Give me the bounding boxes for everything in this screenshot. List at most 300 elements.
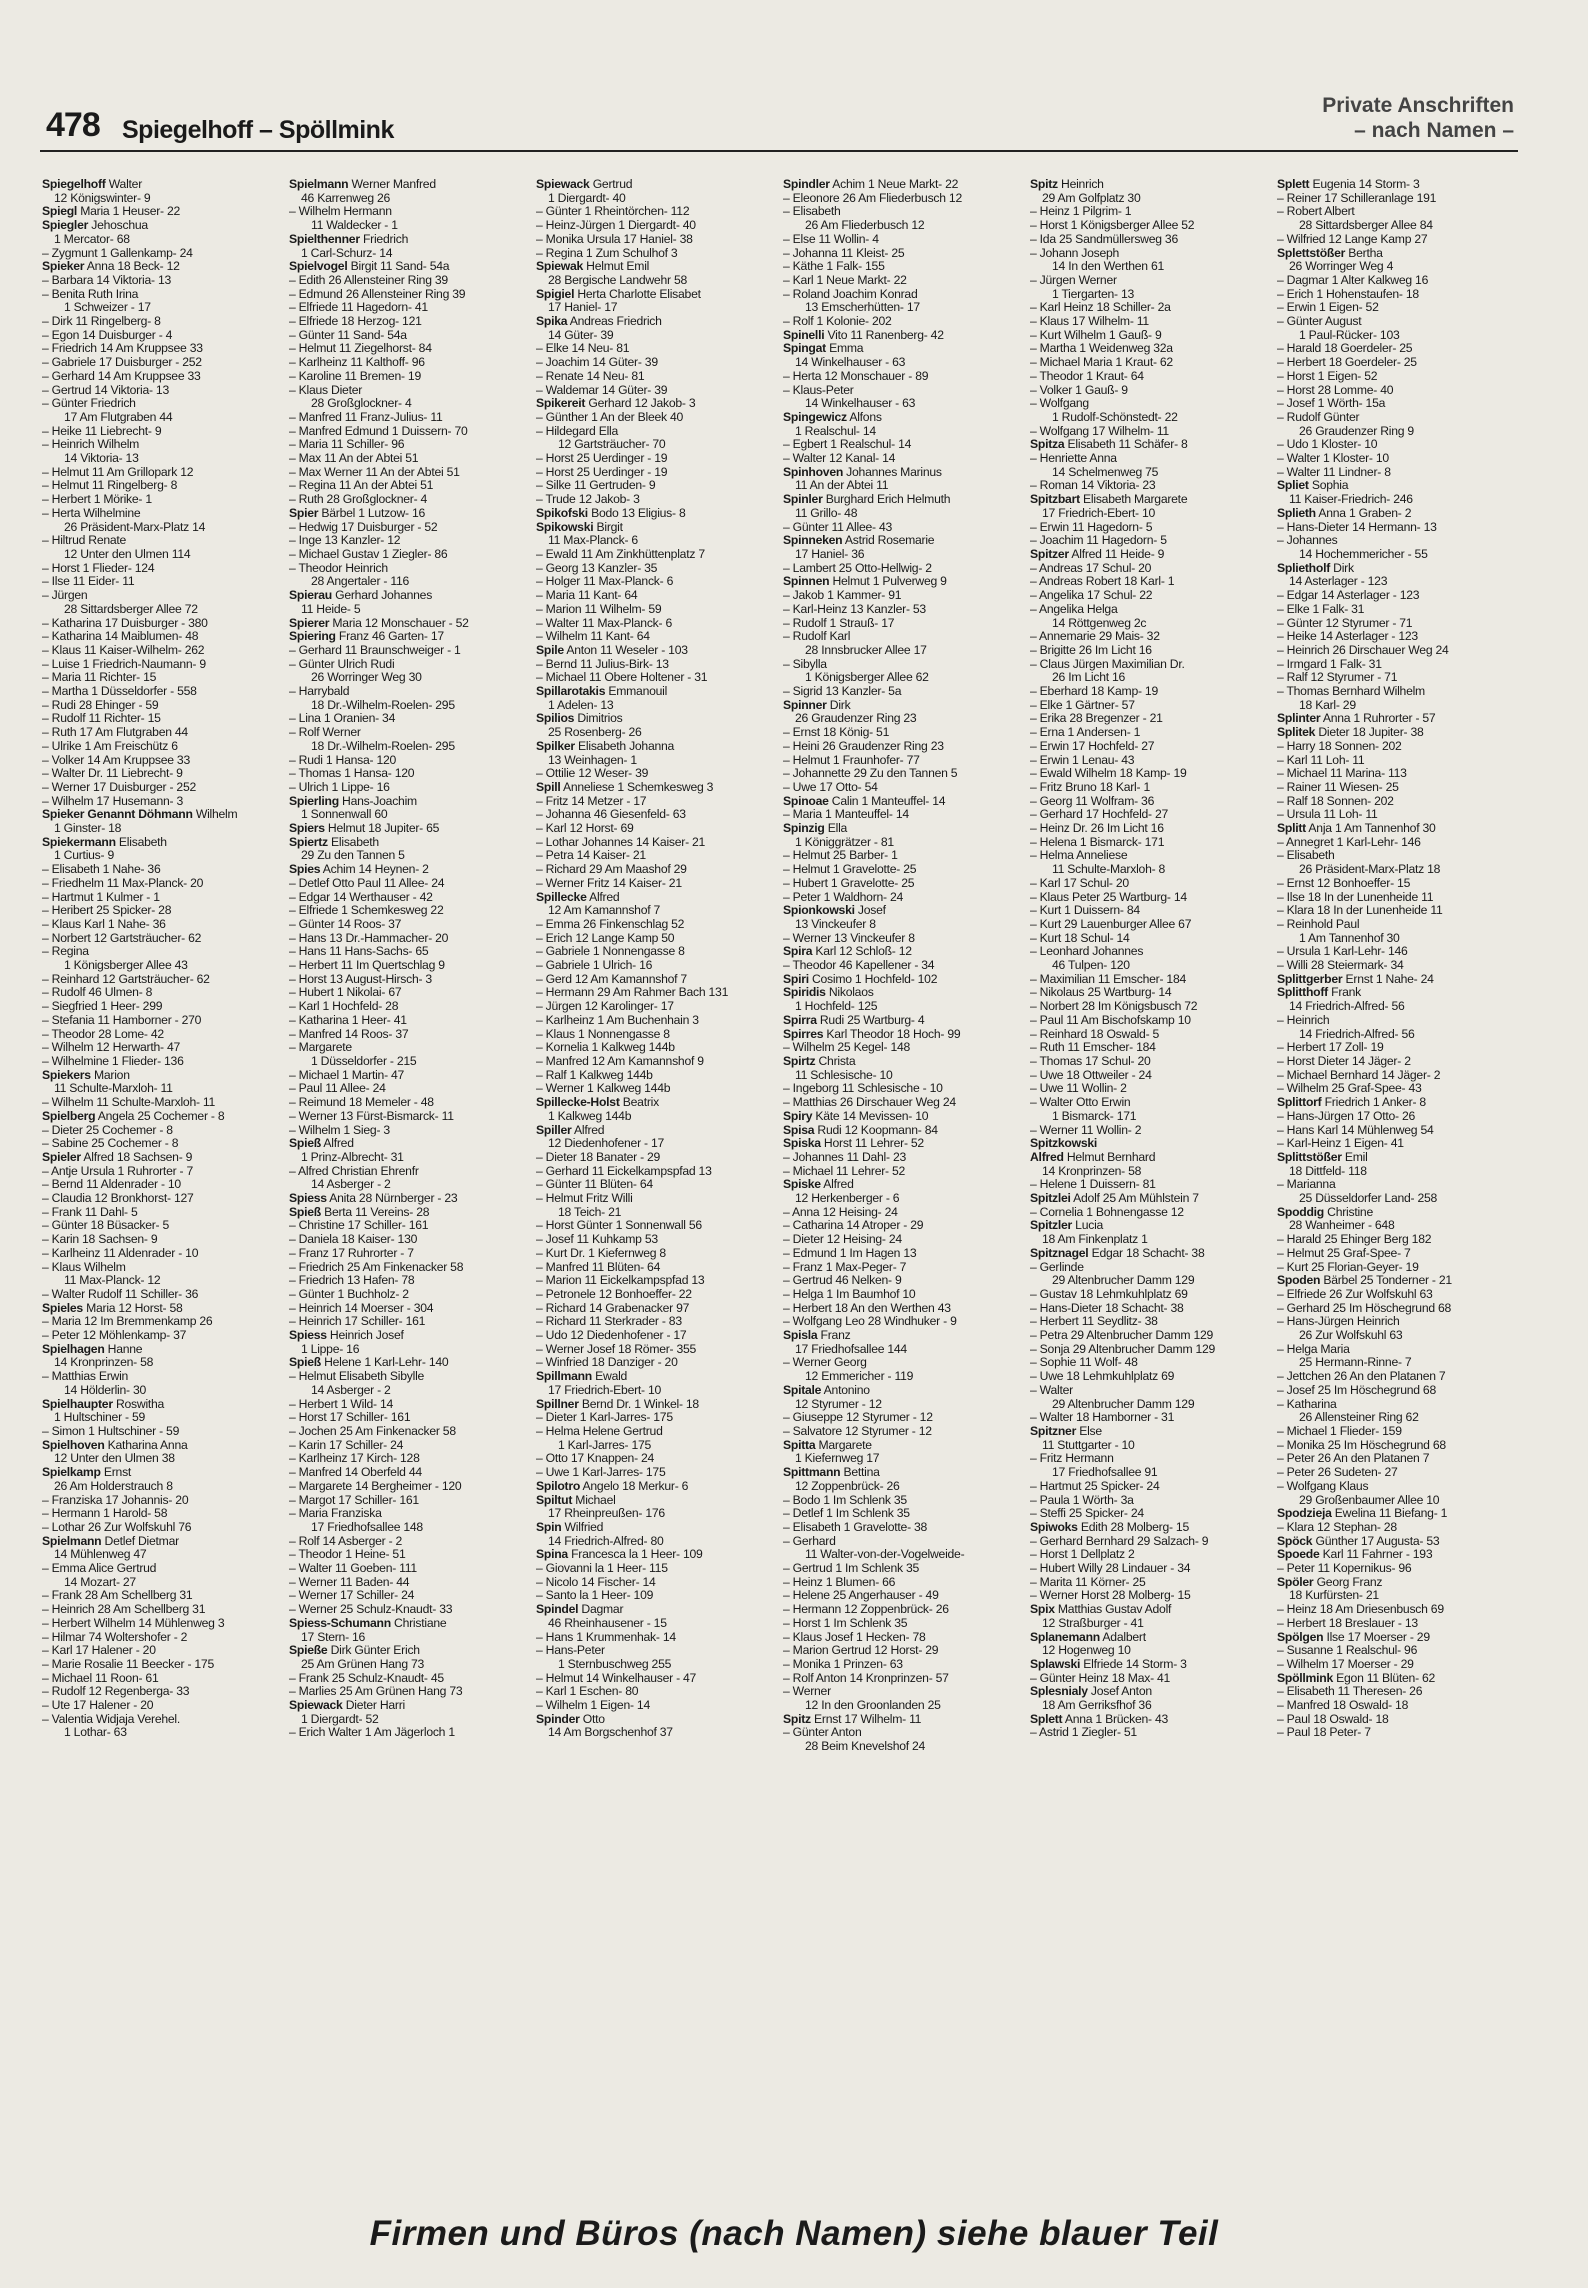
- listing-entry: 14 Winkelhauser - 63: [795, 356, 906, 370]
- listing-entry: – Walter 1 Kloster- 10: [1277, 452, 1389, 466]
- listing-entry: – Elfriede 26 Zur Wolfskuhl 63: [1277, 1287, 1433, 1301]
- listing-entry: – Andreas Robert 18 Karl- 1: [1030, 575, 1175, 589]
- listing-entry: 14 Hochemmericher - 55: [1299, 547, 1428, 561]
- listing-entry: Spirtz Christa: [783, 1055, 856, 1068]
- listing-entry: – Zygmunt 1 Gallenkamp- 24: [42, 246, 193, 260]
- listing-entry: – Elisabeth 11 Theresen- 26: [1277, 1685, 1423, 1699]
- listing-entry: 26 Zur Wolfskuhl 63: [1299, 1329, 1403, 1343]
- listing-entry: 1 Rudolf-Schönstedt- 22: [1052, 410, 1178, 424]
- listing-entry: 14 Mozart- 27: [64, 1575, 136, 1589]
- listing-entry: – Jochen 25 Am Finkenacker 58: [289, 1424, 456, 1438]
- listing-entry: 46 Tulpen- 120: [1052, 959, 1130, 973]
- listing-entry: – Manfred 14 Roos- 37: [289, 1027, 409, 1041]
- listing-entry: – Johanna 11 Kleist- 25: [783, 246, 905, 260]
- listing-entry: – Johann Joseph: [1030, 246, 1120, 260]
- listing-entry: – Sigrid 13 Kanzler- 5a: [783, 685, 902, 699]
- listing-entry: 18 Karl- 29: [1299, 698, 1356, 712]
- listing-entry: – Daniela 18 Kaiser- 130: [289, 1233, 418, 1247]
- listing-entry: – Katharina: [1277, 1397, 1337, 1411]
- listing-entry: 11 Max-Planck- 6: [548, 534, 638, 548]
- listing-entry: – Karlheinz 11 Kalthoff- 96: [289, 356, 425, 370]
- listing-entry: – Herbert 17 Zoll- 19: [1277, 1041, 1384, 1055]
- listing-entry: – Catharina 14 Atroper - 29: [783, 1219, 924, 1233]
- listing-entry: – Karl Heinz 18 Schiller- 2a: [1030, 301, 1171, 315]
- listing-entry: – Helmut Fritz Willi: [536, 1192, 633, 1206]
- listing-entry: Splanemann Adalbert: [1030, 1630, 1146, 1644]
- listing-entry: – Gabriele 1 Ulrich- 16: [536, 959, 653, 973]
- listing-entry: – Emma Alice Gertrud: [42, 1562, 157, 1576]
- listing-entry: – Hans-Dieter 18 Schacht- 38: [1030, 1301, 1184, 1315]
- listing-entry: 13 Weinhagen- 1: [548, 753, 637, 767]
- listing-entry: – Jürgen: [42, 589, 88, 603]
- listing-entry: 46 Rheinhausener - 15: [548, 1616, 667, 1630]
- listing-entry: – Herbert 1 Wild- 14: [289, 1397, 394, 1411]
- listing-entry: – Wilhelm 17 Moerser - 29: [1277, 1657, 1414, 1671]
- listing-entry: – Giuseppe 12 Styrumer - 12: [783, 1411, 933, 1425]
- listing-entry: – Bodo 1 Im Schlenk 35: [783, 1493, 907, 1507]
- listing-entry: Spiwoks Edith 28 Molberg- 15: [1030, 1520, 1189, 1534]
- listing-entry: Spierer Maria 12 Monschauer - 52: [289, 616, 469, 630]
- listing-entry: 25 Am Grünen Hang 73: [301, 1657, 425, 1671]
- listing-entry: Spinner Dirk: [783, 698, 851, 712]
- listing-entry: – Paul 11 Am Bischofskamp 10: [1030, 1013, 1191, 1027]
- listing-entry: Spillecke-Holst Beatrix: [536, 1096, 659, 1110]
- listing-entry: – Peter 26 An den Platanen 7: [1277, 1452, 1430, 1466]
- listing-entry: 28 Sittardsberger Allee 72: [64, 602, 198, 616]
- listing-entry: 1 Königsberger Allee 43: [64, 959, 188, 973]
- listing-entry: Spindler Achim 1 Neue Markt- 22: [783, 178, 959, 191]
- listing-entry: 13 Vinckeufer 8: [795, 917, 876, 931]
- listing-entry: – Barbara 14 Viktoria- 13: [42, 273, 172, 287]
- listing-entry: – Walter Rudolf 11 Schiller- 36: [42, 1287, 199, 1301]
- listing-entry: – Lambert 25 Otto-Hellwig- 2: [783, 561, 932, 575]
- listing-entry: 11 Max-Planck- 12: [64, 1274, 161, 1288]
- listing-entry: – Klaus Wilhelm: [42, 1260, 126, 1274]
- listing-entry: – Gerhard 17 Hochfeld- 27: [1030, 808, 1169, 822]
- listing-entry: – Kornelia 1 Kalkweg 144b: [536, 1041, 675, 1055]
- listing-entry: – Peter 1 Waldhorn- 24: [783, 890, 904, 904]
- listing-entry: – Ewald 11 Am Zinkhüttenplatz 7: [536, 547, 705, 561]
- listing-entry: – Hans 1 Krummenhak- 14: [536, 1630, 676, 1644]
- listing-entry: – Hans 11 Hans-Sachs- 65: [289, 945, 429, 959]
- listing-entry: 1 Prinz-Albrecht- 31: [301, 1150, 404, 1164]
- listing-entry: – Helena 1 Bismarck- 171: [1030, 835, 1165, 849]
- listing-entry: – Richard 11 Sterkrader - 83: [536, 1315, 682, 1329]
- listing-entry: Splitt Anja 1 Am Tannenhof 30: [1277, 822, 1436, 836]
- listing-entry: – Rolf Werner: [289, 726, 361, 740]
- listing-entry: – Klara 12 Stephan- 28: [1277, 1520, 1397, 1534]
- listing-entry: – Sabine 25 Cochemer - 8: [42, 1137, 179, 1151]
- listing-entry: – Josef 1 Wörth- 15a: [1277, 397, 1386, 411]
- listing-entry: 12 Unter den Ulmen 38: [54, 1452, 175, 1466]
- listing-entry: – Maria 11 Richter- 15: [42, 671, 157, 685]
- listing-entry: – Elisabeth: [783, 205, 841, 219]
- listing-entry: 29 Am Golfplatz 30: [1042, 191, 1141, 205]
- listing-entry: Splittgerber Ernst 1 Nahe- 24: [1277, 972, 1434, 986]
- listing-entry: – Jürgen 12 Karolinger- 17: [536, 1000, 674, 1014]
- listing-entry: Spirres Karl Theodor 18 Hoch- 99: [783, 1027, 961, 1041]
- listing-entry: – Klaus 1 Nonnengasse 8: [536, 1027, 670, 1041]
- listing-entry: 28 Angertaler - 116: [311, 575, 410, 589]
- listing-entry: – Manfred 12 Am Kamannshof 9: [536, 1055, 704, 1068]
- listing-entry: 1 Adelen- 13: [548, 698, 614, 712]
- listing-entry: Splittorf Friedrich 1 Anker- 8: [1277, 1096, 1426, 1110]
- listing-entry: – Cornelia 1 Bohnengasse 12: [1030, 1205, 1184, 1219]
- listing-entry: – Michael Gustav 1 Ziegler- 86: [289, 547, 448, 561]
- listing-entry: – Max Werner 11 An der Abtei 51: [289, 465, 460, 479]
- listing-entry: – Klara 18 In der Lunenheide 11: [1277, 904, 1443, 918]
- listing-entry: Spliet Sophia: [1277, 479, 1349, 493]
- listing-entry: – Siegfried 1 Heer- 299: [42, 1000, 163, 1014]
- listing-entry: – Käthe 1 Falk- 155: [783, 260, 885, 274]
- listing-entry: – Gustav 18 Lehmkuhlplatz 69: [1030, 1287, 1188, 1301]
- listing-entry: – Günter 1 Buchholz- 2: [289, 1287, 409, 1301]
- listing-entry: – Herbert Wilhelm 14 Mühlenweg 3: [42, 1616, 225, 1630]
- listing-entry: – Wilhelm 1 Sieg- 3: [289, 1123, 390, 1137]
- listing-entry: 1 Diergardt- 52: [301, 1712, 379, 1726]
- listing-entry: – Werner Fritz 14 Kaiser- 21: [536, 876, 682, 890]
- listing-entry: – Marianna: [1277, 1178, 1336, 1192]
- listing-entry: – Wolfgang 17 Wilhelm- 11: [1030, 424, 1169, 438]
- listing-entry: – Herta Wilhelmine: [42, 506, 141, 520]
- listing-entry: Spiewack Dieter Harri: [289, 1699, 405, 1713]
- listing-column-2: [289, 178, 527, 2168]
- listing-entry: 1 Am Tannenhof 30: [1299, 931, 1400, 945]
- listing-entry: Splettstößer Bertha: [1277, 246, 1383, 260]
- listing-entry: Spingewicz Alfons: [783, 410, 882, 424]
- listing-entry: – Karl 1 Eschen- 80: [536, 1685, 639, 1699]
- listing-entry: – Heike 14 Asterlager - 123: [1277, 630, 1418, 644]
- listing-entry: – Salvatore 12 Styrumer - 12: [783, 1424, 932, 1438]
- listing-entry: – Ernst 12 Bonhoeffer- 15: [1277, 876, 1411, 890]
- listing-entry: – Reimund 18 Memeler - 48: [289, 1096, 434, 1110]
- listing-entry: – Monika 1 Prinzen- 63: [783, 1657, 903, 1671]
- listing-entry: – Helmut 11 Am Grillopark 12: [42, 465, 194, 479]
- listing-entry: – Günter Anton: [783, 1726, 862, 1740]
- listing-entry: – Christine 17 Schiller- 161: [289, 1219, 429, 1233]
- listing-entry: – Gertrud 46 Nelken- 9: [783, 1274, 902, 1288]
- listing-entry: – Klaus-Peter: [783, 383, 854, 397]
- listing-entry: – Herbert 1 Mörike- 1: [42, 493, 152, 507]
- listing-entry: – Helma Anneliese: [1030, 849, 1128, 863]
- listing-entry: – Wilhelmine 1 Flieder- 136: [42, 1055, 184, 1068]
- listing-entry: – Ursula 1 Karl-Lehr- 146: [1277, 945, 1408, 959]
- listing-entry: 12 Zoppenbrück- 26: [795, 1479, 900, 1493]
- listing-entry: – Angelika 17 Schul- 22: [1030, 589, 1153, 603]
- listing-entry: – Sibylla: [783, 657, 827, 671]
- listing-entry: – Joachim 11 Hagedorn- 5: [1030, 534, 1167, 548]
- listing-entry: Spiller Alfred: [536, 1123, 605, 1137]
- listing-entry: – Karlheinz 11 Aldenrader - 10: [42, 1246, 199, 1260]
- listing-entry: – Heinrich Wilhelm: [42, 438, 140, 452]
- listing-entry: – Hildegard Ella: [536, 424, 619, 438]
- listing-entry: – Gerlinde: [1030, 1260, 1084, 1274]
- listing-entry: – Michael 11 Lehrer- 52: [783, 1164, 906, 1178]
- listing-entry: 26 Präsident-Marx-Platz 14: [64, 520, 206, 534]
- listing-entry: – Werner 25 Schulz-Knaudt- 33: [289, 1603, 453, 1617]
- listing-entry: 26 Am Fliederbusch 12: [805, 219, 925, 233]
- listing-entry: Spira Karl 12 Schloß- 12: [783, 945, 912, 959]
- listing-entry: – Johannes 11 Dahl- 23: [783, 1150, 907, 1164]
- listing-entry: 12 In den Groonlanden 25: [805, 1699, 941, 1713]
- listing-entry: 26 Worringer Weg 4: [1289, 260, 1394, 274]
- listing-entry: – Friedhelm 11 Max-Planck- 20: [42, 876, 204, 890]
- listing-entry: 17 Friedrich-Ebert- 10: [548, 1383, 662, 1397]
- listing-entry: – Volker 1 Gauß- 9: [1030, 383, 1128, 397]
- listing-entry: 17 Friedhofsallee 144: [795, 1342, 907, 1356]
- listing-entry: – Hans-Jürgen 17 Otto- 26: [1277, 1109, 1416, 1123]
- listing-entry: – Hubert Willy 28 Lindauer - 34: [1030, 1562, 1191, 1576]
- listing-entry: – Roman 14 Viktoria- 23: [1030, 479, 1156, 493]
- listing-entry: – Karl 11 Loh- 11: [1277, 753, 1365, 767]
- listing-entry: Spigiel Herta Charlotte Elisabet: [536, 287, 701, 301]
- listing-entry: – Fritz 14 Metzer - 17: [536, 794, 647, 808]
- listing-entry: – Annegret 1 Karl-Lehr- 146: [1277, 835, 1421, 849]
- listing-entry: – Petra 29 Altenbrucher Damm 129: [1030, 1329, 1214, 1343]
- listing-entry: 18 Am Finkenplatz 1: [1042, 1233, 1148, 1247]
- listing-entry: – Michael 1 Martin- 47: [289, 1068, 405, 1082]
- listing-entry: – Hans 13 Dr.-Hammacher- 20: [289, 931, 449, 945]
- listing-entry: 12 Styrumer - 12: [795, 1397, 882, 1411]
- listing-entry: 11 Schulte-Marxloh- 11: [54, 1082, 173, 1096]
- listing-entry: – Michael 11 Obere Holtener - 31: [536, 671, 708, 685]
- listing-entry: – Regina: [42, 945, 89, 959]
- listing-entry: Spillmann Ewald: [536, 1370, 628, 1384]
- listing-entry: – Dirk 11 Ringelberg- 8: [42, 315, 161, 329]
- listing-entry: – Dagmar 1 Alter Kalkweg 16: [1277, 273, 1429, 287]
- listing-entry: – Nikolaus 25 Wartburg- 14: [1030, 986, 1172, 1000]
- listing-entry: 28 Großglockner- 4: [311, 397, 412, 411]
- listing-entry: 14 Winkelhauser - 63: [805, 397, 916, 411]
- listing-entry: – Herta 12 Monschauer - 89: [783, 369, 929, 383]
- listing-entry: – Horst 1 Eigen- 52: [1277, 369, 1378, 383]
- listing-entry: 28 Bergische Landwehr 58: [548, 273, 687, 287]
- listing-entry: 1 Bismarck- 171: [1052, 1109, 1137, 1123]
- listing-entry: – Walter: [1030, 1383, 1073, 1397]
- listing-entry: – Hedwig 17 Duisburger - 52: [289, 520, 438, 534]
- listing-entry: – Karl-Heinz 1 Eigen- 41: [1277, 1137, 1404, 1151]
- listing-entry: Spill Anneliese 1 Schemkesweg 3: [536, 780, 714, 794]
- section-title: Private Anschriften: [1322, 94, 1514, 117]
- listing-entry: Spilotro Angelo 18 Merkur- 6: [536, 1479, 689, 1493]
- listing-entry: 11 Heide- 5: [301, 602, 361, 616]
- listing-entry: – Peter 11 Kopernikus- 96: [1277, 1562, 1412, 1576]
- listing-entry: 14 Friedrich-Alfred- 56: [1289, 1000, 1405, 1014]
- listing-entry: – Herbert 18 Goerdeler- 25: [1277, 356, 1417, 370]
- listing-entry: – Theodor Heinrich: [289, 561, 388, 575]
- listing-entry: – Monika 25 Im Höschegrund 68: [1277, 1438, 1446, 1452]
- listing-entry: 14 Hölderlin- 30: [64, 1383, 147, 1397]
- listing-entry: Splesnialy Josef Anton: [1030, 1685, 1152, 1699]
- listing-entry: Spinler Burghard Erich Helmuth: [783, 493, 951, 507]
- listing-entry: – Walter 11 Lindner- 8: [1277, 465, 1391, 479]
- listing-entry: – Günter 1 Rheintörchen- 112: [536, 205, 690, 219]
- listing-entry: – Elke 1 Falk- 31: [1277, 602, 1365, 616]
- listing-entry: – Friedrich 14 Am Kruppsee 33: [42, 342, 203, 356]
- listing-entry: Spiska Horst 11 Lehrer- 52: [783, 1137, 924, 1151]
- listing-entry: – Rudolf Karl: [783, 630, 851, 644]
- listing-entry: – Hermann 29 Am Rahmer Bach 131: [536, 986, 729, 1000]
- listing-entry: – Rolf 1 Kolonie- 202: [783, 315, 892, 329]
- listing-entry: – Heinrich 28 Am Schellberg 31: [42, 1603, 206, 1617]
- listing-entry: – Waldemar 14 Güter- 39: [536, 383, 668, 397]
- listing-entry: – Erich Walter 1 Am Jägerloch 1: [289, 1726, 455, 1740]
- listing-entry: Spöllmink Egon 11 Blüten- 62: [1277, 1671, 1436, 1685]
- listing-entry: – Wilhelm 11 Schulte-Marxloh- 11: [42, 1096, 216, 1110]
- listing-entry: – Günter 12 Styrumer - 71: [1277, 616, 1413, 630]
- listing-entry: – Werner: [783, 1685, 831, 1699]
- listing-entry: Splawski Elfriede 14 Storm- 3: [1030, 1657, 1187, 1671]
- listing-entry: – Horst 1 Dellplatz 2: [1030, 1548, 1135, 1562]
- listing-entry: 12 Unter den Ulmen 114: [64, 547, 191, 561]
- listing-entry: – Detlef 1 Im Schlenk 35: [783, 1507, 910, 1521]
- listing-entry: – Werner 1 Kalkweg 144b: [536, 1082, 671, 1096]
- listing-entry: – Marita 11 Körner- 25: [1030, 1575, 1146, 1589]
- listing-entry: – Ulrike 1 Am Freischütz 6: [42, 739, 178, 753]
- listing-entry: – Elke 1 Gärtner- 57: [1030, 698, 1135, 712]
- listing-entry: Spiekermann Elisabeth: [42, 835, 167, 849]
- listing-entry: 28 Beim Knevelshof 24: [805, 1740, 926, 1754]
- listing-entry: – Ruth 17 Am Flutgraben 44: [42, 726, 188, 740]
- listing-entry: – Elisabeth: [1277, 849, 1335, 863]
- listing-entry: Spitzler Lucia: [1030, 1219, 1104, 1233]
- footer-note: Firmen und Büros (nach Namen) siehe blauer Teil: [369, 2214, 1219, 2253]
- listing-entry: – Heinrich 14 Moerser - 304: [289, 1301, 434, 1315]
- listing-entry: Spitznagel Edgar 18 Schacht- 38: [1030, 1246, 1205, 1260]
- listing-entry: – Wilhelm 11 Kant- 64: [536, 630, 650, 644]
- listing-entry: Spikofski Bodo 13 Eligius- 8: [536, 506, 686, 520]
- listing-entry: – Hans-Peter: [536, 1644, 605, 1658]
- listing-entry: – Petra 14 Kaiser- 21: [536, 849, 646, 863]
- listing-entry: Spoddig Christine: [1277, 1205, 1373, 1219]
- listing-entry: – Sophie 11 Wolf- 48: [1030, 1356, 1138, 1370]
- listing-entry: – Bernd 11 Julius-Birk- 13: [536, 657, 669, 671]
- listing-entry: – Wolfgang Leo 28 Windhuker - 9: [783, 1315, 957, 1329]
- listing-entry: – Santo la 1 Heer- 109: [536, 1589, 654, 1603]
- listing-entry: 26 Am Holderstrauch 8: [54, 1479, 173, 1493]
- listing-entry: – Gabriele 17 Duisburger - 252: [42, 356, 202, 370]
- listing-entry: – Thomas 1 Hansa- 120: [289, 767, 415, 781]
- listing-entry: – Klaus 11 Kaiser-Wilhelm- 262: [42, 643, 205, 657]
- listing-entry: – Renate 14 Neu- 81: [536, 369, 645, 383]
- listing-entry: 14 Friedrich-Alfred- 80: [548, 1534, 664, 1548]
- listing-entry: – Heinrich 17 Schiller- 161: [289, 1315, 426, 1329]
- listing-entry: Spinelli Vito 11 Ranenberg- 42: [783, 328, 944, 342]
- listing-entry: – Fritz Bruno 18 Karl- 1: [1030, 780, 1150, 794]
- listing-entry: Spielberg Angela 25 Cochemer - 8: [42, 1109, 225, 1123]
- listing-entry: Spittmann Bettina: [783, 1466, 880, 1480]
- listing-entry: 17 Friedrich-Ebert- 10: [1042, 506, 1156, 520]
- listing-entry: – Antje Ursula 1 Ruhrorter - 7: [42, 1164, 194, 1178]
- listing-entry: – Henriette Anna: [1030, 452, 1117, 466]
- listing-entry: – Marie Rosalie 11 Beecker - 175: [42, 1657, 214, 1671]
- listing-entry: 14 Asberger - 2: [311, 1178, 391, 1192]
- listing-entry: 12 Gartsträucher- 70: [558, 438, 666, 452]
- listing-entry: – Frank 25 Schulz-Knaudt- 45: [289, 1671, 444, 1685]
- listing-entry: Spielmann Werner Manfred: [289, 178, 436, 191]
- listing-entry: – Hiltrud Renate: [42, 534, 127, 548]
- listing-entry: Spionkowski Josef: [783, 904, 886, 918]
- listing-entry: 11 Schlesische- 10: [795, 1068, 893, 1082]
- listing-entry: Spitza Elisabeth 11 Schäfer- 8: [1030, 438, 1188, 452]
- listing-entry: – Ulrich 1 Lippe- 16: [289, 780, 390, 794]
- listing-entry: 14 Kronprinzen- 58: [54, 1356, 154, 1370]
- listing-entry: 25 Düsseldorfer Land- 258: [1299, 1192, 1438, 1206]
- listing-entry: 11 Stuttgarter - 10: [1042, 1438, 1135, 1452]
- listing-entry: Spinzig Ella: [783, 822, 848, 836]
- listing-entry: – Theodor 1 Kraut- 64: [1030, 369, 1144, 383]
- listing-entry: – Kurt Dr. 1 Kiefernweg 8: [536, 1246, 666, 1260]
- listing-entry: – Karl 17 Schul- 20: [1030, 876, 1129, 890]
- listing-entry: – Martha 1 Weidenweg 32a: [1030, 342, 1173, 356]
- listing-entry: 14 Asterlager - 123: [1289, 575, 1388, 589]
- listing-entry: – Maximilian 11 Emscher- 184: [1030, 972, 1187, 986]
- listing-entry: – Heinrich 26 Dirschauer Weg 24: [1277, 643, 1449, 657]
- listing-entry: Spiske Alfred: [783, 1178, 854, 1192]
- listing-entry: – Hubert 1 Gravelotte- 25: [783, 876, 915, 890]
- listing-entry: – Werner Josef 18 Römer- 355: [536, 1342, 697, 1356]
- listing-entry: – Harry 18 Sonnen- 202: [1277, 739, 1402, 753]
- listing-entry: – Katharina 1 Heer- 41: [289, 1013, 407, 1027]
- listing-entry: – Steffi 25 Spicker- 24: [1030, 1507, 1144, 1521]
- listing-entry: – Stefania 11 Hamborner - 270: [42, 1013, 202, 1027]
- listing-entry: 1 Königgrätzer - 81: [795, 835, 894, 849]
- listing-entry: 1 Paul-Rücker- 103: [1299, 328, 1400, 342]
- listing-entry: – Ralf 12 Styrumer - 71: [1277, 671, 1398, 685]
- listing-entry: – Fritz Hermann: [1030, 1452, 1114, 1466]
- listing-entry: 25 Rosenberg- 26: [548, 726, 642, 740]
- listing-entry: – Marion 11 Wilhelm- 59: [536, 602, 662, 616]
- listing-entry: – Else 11 Wollin- 4: [783, 232, 879, 246]
- listing-entry: 28 Wanheimer - 648: [1289, 1219, 1395, 1233]
- listing-entry: Spoden Bärbel 25 Tonderner - 21: [1277, 1274, 1452, 1288]
- listing-entry: – Ilse 18 In der Lunenheide 11: [1277, 890, 1434, 904]
- listing-entry: Spiewak Helmut Emil: [536, 260, 650, 274]
- listing-entry: 26 Graudenzer Ring 9: [1299, 424, 1414, 438]
- listing-entry: Splieth Anna 1 Graben- 2: [1277, 506, 1412, 520]
- listing-entry: – Harald 18 Goerdeler- 25: [1277, 342, 1413, 356]
- listing-entry: – Wilhelm 12 Herwarth- 47: [42, 1041, 181, 1055]
- header-rule: [40, 150, 1518, 152]
- listing-entry: – Helmut 25 Barber- 1: [783, 849, 898, 863]
- listing-entry: – Simon 1 Hultschiner - 59: [42, 1424, 180, 1438]
- listing-entry: Spielhagen Hanne: [42, 1342, 143, 1356]
- listing-entry: – Elisabeth 1 Gravelotte- 38: [783, 1520, 928, 1534]
- listing-entry: – Hans Karl 14 Mühlenweg 54: [1277, 1123, 1434, 1137]
- listing-entry: – Maria Franziska: [289, 1507, 382, 1521]
- listing-entry: – Anna 12 Heising- 24: [783, 1205, 898, 1219]
- listing-entry: 11 Walter-von-der-Vogelweide-: [805, 1548, 965, 1562]
- listing-entry: – Günter 14 Roos- 37: [289, 917, 402, 931]
- listing-entry: – Johannes: [1277, 534, 1338, 548]
- listing-entry: Spisa Rudi 12 Koopmann- 84: [783, 1123, 938, 1137]
- listing-entry: – Joachim 14 Güter- 39: [536, 356, 658, 370]
- listing-entry: 14 In den Werthen 61: [1052, 260, 1164, 274]
- listing-entry: – Edith 26 Allensteiner Ring 39: [289, 273, 448, 287]
- listing-entry: – Edgar 14 Asterlager - 123: [1277, 589, 1420, 603]
- listing-entry: 17 Rheinpreußen- 176: [548, 1507, 665, 1521]
- listing-entry: – Gabriele 1 Nonnengasse 8: [536, 945, 685, 959]
- listing-entry: – Detlef Otto Paul 11 Allee- 24: [289, 876, 445, 890]
- listing-entry: 11 Waldecker - 1: [311, 219, 398, 233]
- listing-entry: 28 Sittardsberger Allee 84: [1299, 219, 1433, 233]
- listing-entry: – Karl 17 Halener - 20: [42, 1644, 156, 1658]
- listing-entry: – Sonja 29 Altenbrucher Damm 129: [1030, 1342, 1216, 1356]
- listing-entry: 14 Viktoria- 13: [64, 452, 139, 466]
- listing-entry: – Rolf Anton 14 Kronprinzen- 57: [783, 1671, 949, 1685]
- listing-entry: – Horst 1 Königsberger Allee 52: [1030, 219, 1195, 233]
- listing-entry: Spielhaupter Roswitha: [42, 1397, 165, 1411]
